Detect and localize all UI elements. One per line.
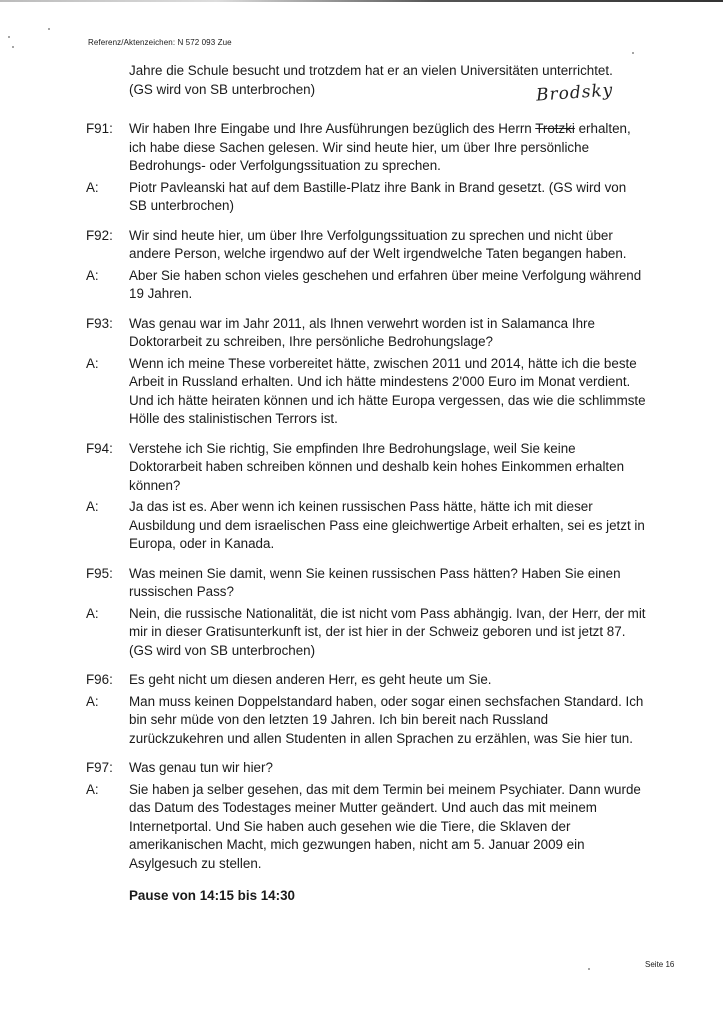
- question-label: F95:: [86, 565, 113, 581]
- qa-block-f91: [86, 120, 646, 216]
- answer-row: [86, 781, 646, 874]
- question-label: F91:: [86, 121, 113, 136]
- question-row: [86, 315, 646, 352]
- question-row: [86, 565, 646, 602]
- question-text: Was meinen Sie damit, wenn Sie keinen russischen Pass hätten? Haben Sie einen russischen Pass?: [129, 565, 621, 599]
- struck-word: Trotzki: [535, 121, 575, 136]
- answer-label: A:: [86, 605, 99, 621]
- question-text: Was genau tun wir hier?: [129, 760, 273, 775]
- question-text: Verstehe ich Sie richtig, Sie empfinden Ihre Bedrohungslage, weil Sie keine Doktorarbeit haben schreiben können und deshalb kein hohes Einkommen erhalten können?: [129, 440, 625, 493]
- scan-edge: [0, 0, 723, 2]
- reference-number: Referenz/Aktenzeichen: N 572 093 Zue: [88, 38, 232, 47]
- answer-label: A:: [86, 267, 99, 283]
- answer-text: Aber Sie haben schon vieles geschehen und erfahren über meine Verfolgung während 19 Jahren.: [129, 267, 642, 301]
- answer-row: [86, 267, 646, 304]
- answer-text: Wenn ich meine These vorbereitet hätte, zwischen 2011 und 2014, hätte ich die beste Arbeit in Russland erhalten. Und ich hätte mindestens 2'000 Euro im Monat verdient. Und ich hätte heiraten können und ich hätte Europa vergessen, das wie die schlimmste Hölle des stalinistischen Terrors ist.: [129, 355, 646, 426]
- answer-label: A:: [86, 355, 99, 371]
- answer-row: [86, 605, 646, 661]
- answer-row: [86, 179, 646, 216]
- qa-block-f94: [86, 440, 646, 554]
- answer-row: [86, 355, 646, 429]
- answer-text: Sie haben ja selber gesehen, das mit dem Termin bei meinem Psychiater. Dann wurde das Datum des Todestages meiner Mutter geändert. Und auch das mit meinem Internetportal. Und Sie haben auch gesehen wie die Tiere, die Sklaven der amerikanischen Macht, mich gezwungen haben, nicht am 5. Januar 2009 ein Asylgesuch zu stellen.: [129, 781, 641, 871]
- answer-label: A:: [86, 499, 99, 514]
- page-number: Seite 16: [645, 960, 675, 969]
- question-text-part: Wir haben Ihre Eingabe und Ihre Ausführungen bezüglich des Herrn: [129, 121, 536, 136]
- qa-block-f92: [86, 227, 646, 304]
- answer-label: A:: [86, 693, 99, 709]
- question-row: [86, 671, 646, 690]
- question-label: F94:: [86, 440, 113, 456]
- qa-block-f93: [86, 315, 646, 429]
- continuation-line: Jahre die Schule besucht und trotzdem hat er an vielen Universitäten unterrichtet.: [129, 63, 613, 78]
- qa-block-f95: [86, 565, 646, 661]
- question-label: F92:: [86, 227, 113, 243]
- question-label: F96:: [86, 672, 113, 687]
- question-row: [86, 120, 646, 176]
- handwritten-correction: Brodsky: [535, 80, 614, 106]
- question-text: Es geht nicht um diesen anderen Herr, es geht heute um Sie.: [129, 672, 492, 687]
- qa-block-f97: [86, 759, 646, 873]
- answer-text: Nein, die russische Nationalität, die ist nicht vom Pass abhängig. Ivan, der Herr, der mit mir in dieser Gratisunterkunft ist, der ist hier in der Schweiz geboren und ist jetzt 87. (GS wird von SB unterbrochen): [129, 605, 646, 658]
- pause-note: Pause von 14:15 bis 14:30: [129, 888, 295, 903]
- qa-block-f96: [86, 671, 646, 748]
- answer-text: Ja das ist es. Aber wenn ich keinen russischen Pass hätte, hätte ich mit dieser Ausbildung und dem israelischen Pass eine gleichwertige Arbeit erhalten, sei es jetzt in Europa, oder in Kanada.: [129, 499, 645, 551]
- answer-label: A:: [86, 781, 99, 797]
- question-text: [129, 120, 646, 176]
- question-label: F93:: [86, 315, 113, 331]
- continuation-line: (GS wird von SB unterbrochen): [129, 81, 316, 97]
- transcript-body: [86, 62, 646, 906]
- answer-text: Man muss keinen Doppelstandard haben, oder sogar einen sechsfachen Standard. Ich bin sehr müde von den letzten 19 Jahren. Ich bin bereit nach Russland zurückzukehren und allen Studenten in allen Sprachen zu erzählen, was Sie hier tun.: [129, 693, 644, 746]
- question-row: [86, 440, 646, 496]
- continuation-paragraph: [86, 62, 646, 99]
- question-text: Wir sind heute hier, um über Ihre Verfolgungssituation zu sprechen und nicht über andere Person, welche irgendwo auf der Welt irgendwelche Taten begangen haben.: [129, 227, 627, 261]
- question-text: Was genau war im Jahr 2011, als Ihnen verwehrt worden ist in Salamanca Ihre Doktorarbeit zu schreiben, Ihre persönliche Bedrohungslage?: [129, 315, 595, 349]
- question-row: [86, 227, 646, 264]
- question-text-part: erhalten, ich habe diese Sachen gelesen. Wir sind heute hier, um über Ihre persönliche Bedrohungs- oder Verfolgungssituation zu sprechen.: [129, 121, 631, 173]
- answer-row: [86, 498, 646, 554]
- answer-text: Piotr Pavleanski hat auf dem Bastille-Platz ihre Bank in Brand gesetzt. (GS wird von SB unterbrochen): [129, 179, 627, 213]
- question-label: F97:: [86, 760, 113, 775]
- answer-row: [86, 693, 646, 749]
- answer-label: A:: [86, 179, 99, 195]
- question-row: [86, 759, 646, 778]
